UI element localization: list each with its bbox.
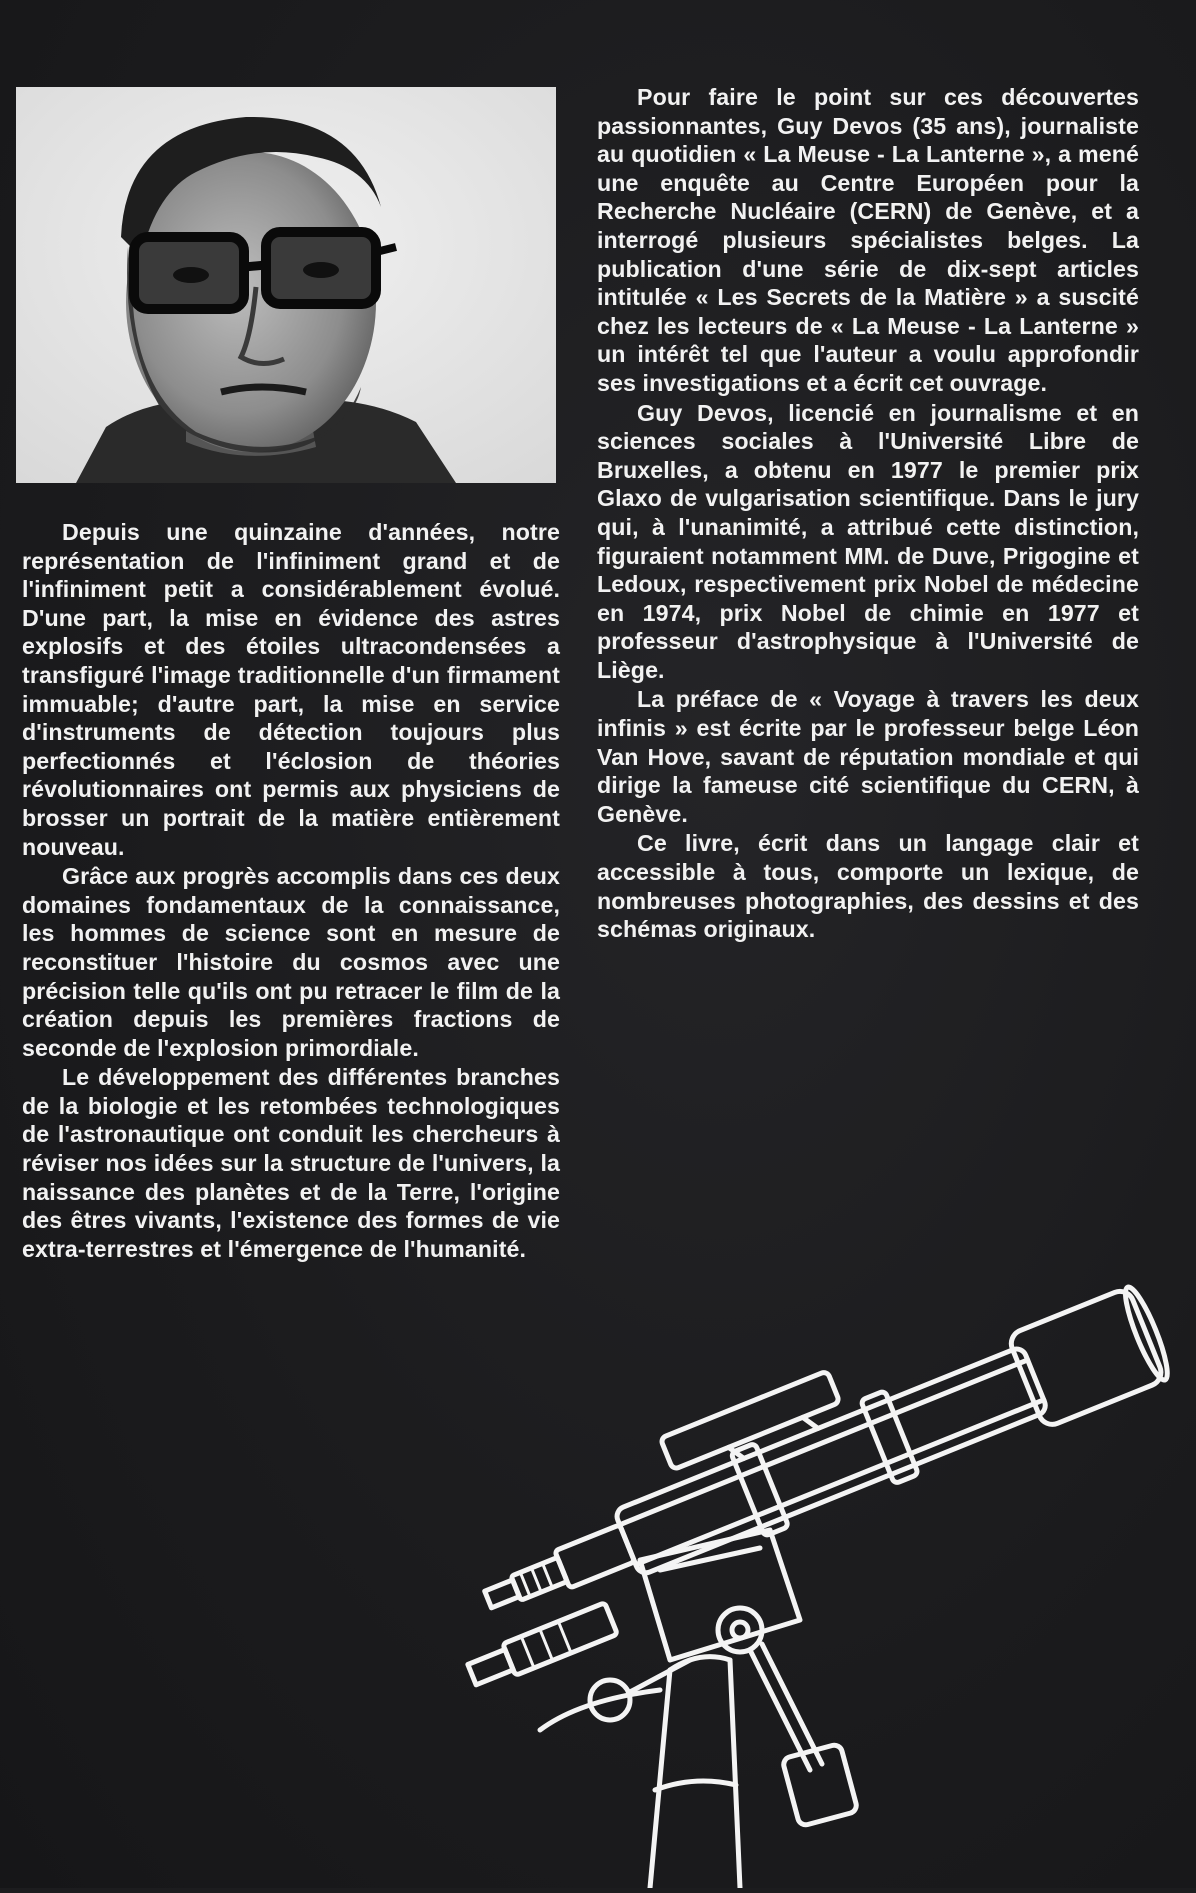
telescope-illustration — [440, 1230, 1196, 1888]
right-paragraph-1: Pour faire le point sur ces découvertes passionnantes, Guy Devos (35 ans), journaliste au quotidien « La Meuse - La Lanterne », a mené une enquête au Centre Européen pour la Recherche Nucléaire (CERN) de Genève, et a interrogé plusieurs spécialistes belges. La publication d'une série de dix-sept articles intitulée « Les Secrets de la Matière » a suscité chez les lecteurs de « La Meuse - La Lanterne » un intérêt tel que l'auteur a voulu approfondir ses investigations et a écrit cet ouvrage. — [597, 84, 1139, 396]
author-photo — [16, 87, 556, 483]
left-paragraph-1: Depuis une quinzaine d'années, notre représentation de l'infiniment grand et de l'infiniment petit a considérablement évolué. D'une part, la mise en évidence des astres explosifs et des étoiles ultracondensées a transfiguré l'image traditionnelle d'un firmament immuable; d'autre part, la mise en service d'instruments de détection toujours plus perfectionnés et l'éclosion de théories révolutionnaires ont permis aux physiciens de brosser un portrait de la matière entièrement nouveau. — [22, 519, 560, 860]
left-paragraph-3: Le développement des différentes branches de la biologie et les retombées technologiques de l'astronautique ont conduit les chercheurs à réviser nos idées sur la structure de l'univers, la naissance des planètes et de la Terre, l'origine des êtres vivants, l'existence des formes de vie extra-terrestres et l'émergence de l'humanité. — [22, 1064, 560, 1262]
right-paragraph-4: Ce livre, écrit dans un langage clair et accessible à tous, comporte un lexique, de nombreuses photographies, des dessins et des schémas originaux. — [597, 830, 1139, 943]
right-paragraph-3: La préface de « Voyage à travers les deux infinis » est écrite par le professeur belge Léon Van Hove, savant de réputation mondiale et qui dirige la fameuse cité scientifique du CERN, à Genève. — [597, 686, 1139, 827]
left-text-column — [22, 518, 560, 1264]
left-paragraph-2: Grâce aux progrès accomplis dans ces deux domaines fondamentaux de la connaissance, les hommes de science sont en mesure de reconstituer l'histoire du cosmos avec une précision telle qu'ils ont pu retracer le film de la création depuis les premières fractions de seconde de l'explosion primordiale. — [22, 863, 560, 1061]
right-paragraph-2: Guy Devos, licencié en journalisme et en sciences sociales à l'Université Libre de Bruxelles, a obtenu en 1977 le premier prix Glaxo de vulgarisation scientifique. Dans le jury qui, à l'unanimité, a attribué cette distinction, figuraient notamment MM. de Duve, Prigogine et Ledoux, respectivement prix Nobel de médecine en 1974, prix Nobel de chimie en 1977 et professeur d'astrophysique à l'Université de Liège. — [597, 399, 1139, 683]
right-text-column — [597, 83, 1139, 945]
